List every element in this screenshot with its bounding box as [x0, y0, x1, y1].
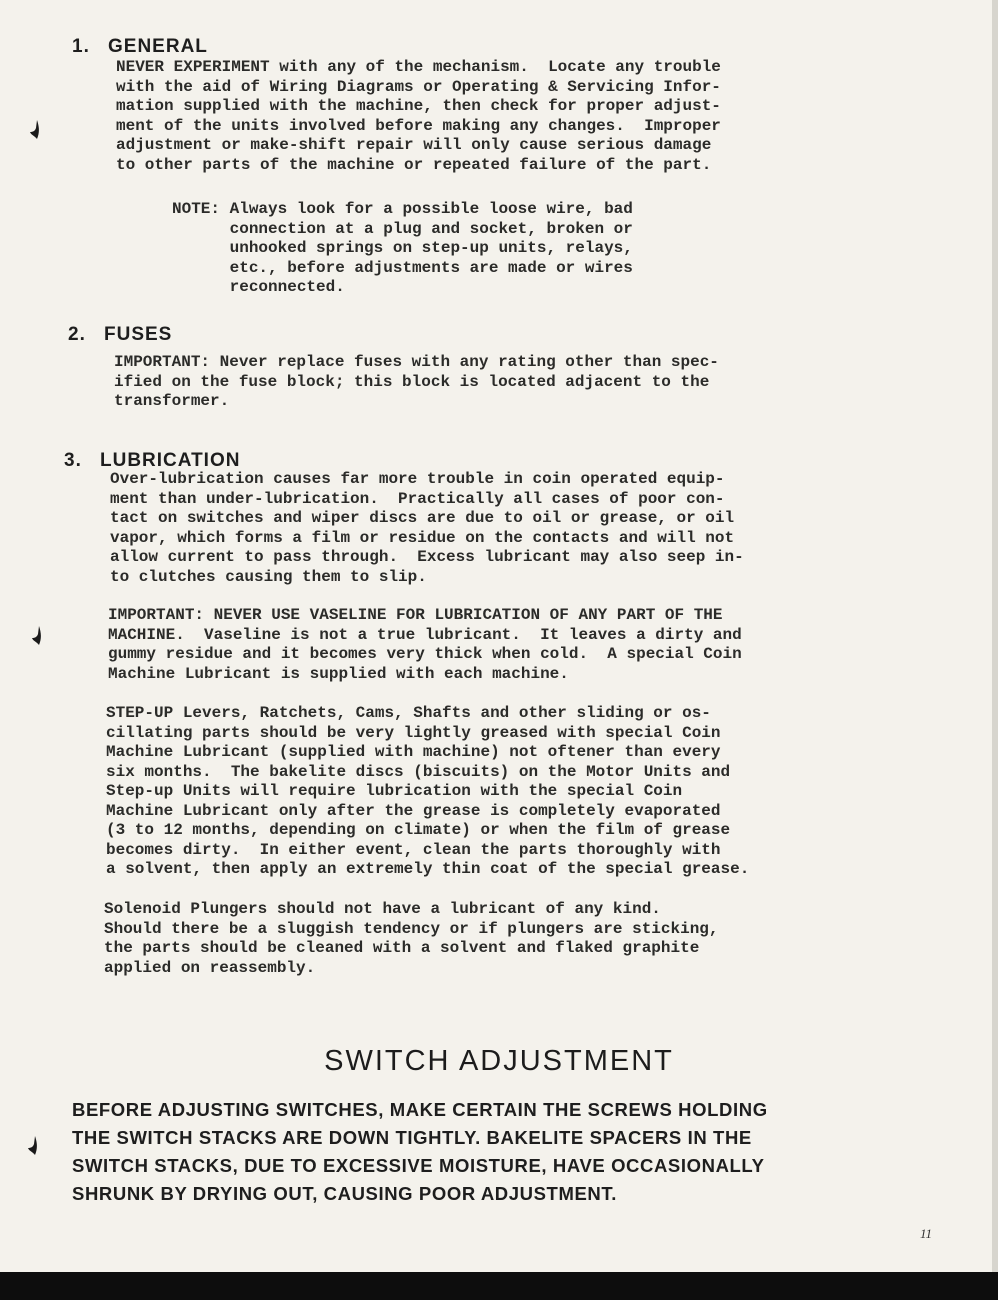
lubrication-paragraph-solenoid: Solenoid Plungers should not have a lubricant of any kind. Should there be a sluggish tendency or if plungers are sticking, the parts should be cleaned with a solvent and flaked graphite applied on reassembly. — [104, 900, 719, 977]
section-heading-general — [72, 36, 208, 58]
scan-bottom-border — [0, 1272, 998, 1300]
switch-adjustment-title: SWITCH ADJUSTMENT — [324, 1045, 674, 1077]
binder-mark-icon — [28, 118, 42, 142]
section-heading-lubrication — [64, 450, 240, 472]
section-title: LUBRICATION — [100, 450, 241, 471]
section-title: FUSES — [104, 324, 173, 345]
general-note: NOTE: Always look for a possible loose wire, bad connection at a plug and socket, broken or unhooked springs on step-up units, relays, etc., before adjustments are made or wires reconnected. — [172, 200, 633, 296]
fuses-paragraph: IMPORTANT: Never replace fuses with any rating other than spec- ified on the fuse block; this block is located adjacent to the transformer. — [114, 353, 719, 410]
lubrication-paragraph-stepup: STEP-UP Levers, Ratchets, Cams, Shafts and other sliding or os- cillating parts should be very lightly greased with special Coin Machine Lubricant (supplied with machine) not oftener than every six months. The bakelite discs (biscuits) on the Motor Units and Step-up Units will require lubrication with the special Coin Machine Lubricant only after the grease is completely evaporated (3 to 12 months, depending on climate) or when the film of grease becomes dirty. In either event, clean the parts thoroughly with a solvent, then apply an extremely thin coat of the special grease. — [106, 704, 750, 878]
lubrication-paragraph-overview: Over-lubrication causes far more trouble in coin operated equip- ment than under-lubrication. Practically all cases of poor con- tact on switches and wiper discs are due to oil or grease, or oil vapor, which forms a film or residue on the contacts and will not allow current to pass through. Excess lubricant may also seep in- to clutches causing them to slip. — [110, 470, 744, 586]
general-paragraph: NEVER EXPERIMENT with any of the mechanism. Locate any trouble with the aid of Wiring Diagrams or Operating & Servicing Infor- mation supplied with the machine, then check for proper adjust- ment of the units involved before making any changes. Improper adjustment or make-shift repair will only cause serious damage to other parts of the machine or repeated failure of the part. — [116, 58, 721, 174]
binder-mark-icon — [26, 1134, 40, 1158]
section-number: 3. — [64, 450, 82, 471]
section-number: 1. — [72, 36, 90, 57]
page-edge-shadow — [992, 0, 998, 1272]
binder-mark-icon — [30, 624, 44, 648]
section-number: 2. — [68, 324, 86, 345]
page-number: 11 — [920, 1226, 933, 1241]
section-title: GENERAL — [108, 36, 208, 57]
switch-adjustment-paragraph: BEFORE ADJUSTING SWITCHES, MAKE CERTAIN THE SCREWS HOLDING THE SWITCH STACKS ARE DOWN TIGHTLY. BAKELITE SPACERS IN THE SWITCH STACKS, DUE TO EXCESSIVE MOISTURE, HAVE OCCASIONALLY SHRUNK BY DRYING OUT, CAUSING POOR ADJUSTMENT. — [72, 1099, 768, 1204]
lubrication-paragraph-vaseline: IMPORTANT: NEVER USE VASELINE FOR LUBRICATION OF ANY PART OF THE MACHINE. Vaseline is not a true lubricant. It leaves a dirty and gummy residue and it becomes very thick when cold. A special Coin Machine Lubricant is supplied with each machine. — [108, 606, 742, 683]
section-heading-fuses — [68, 324, 172, 346]
